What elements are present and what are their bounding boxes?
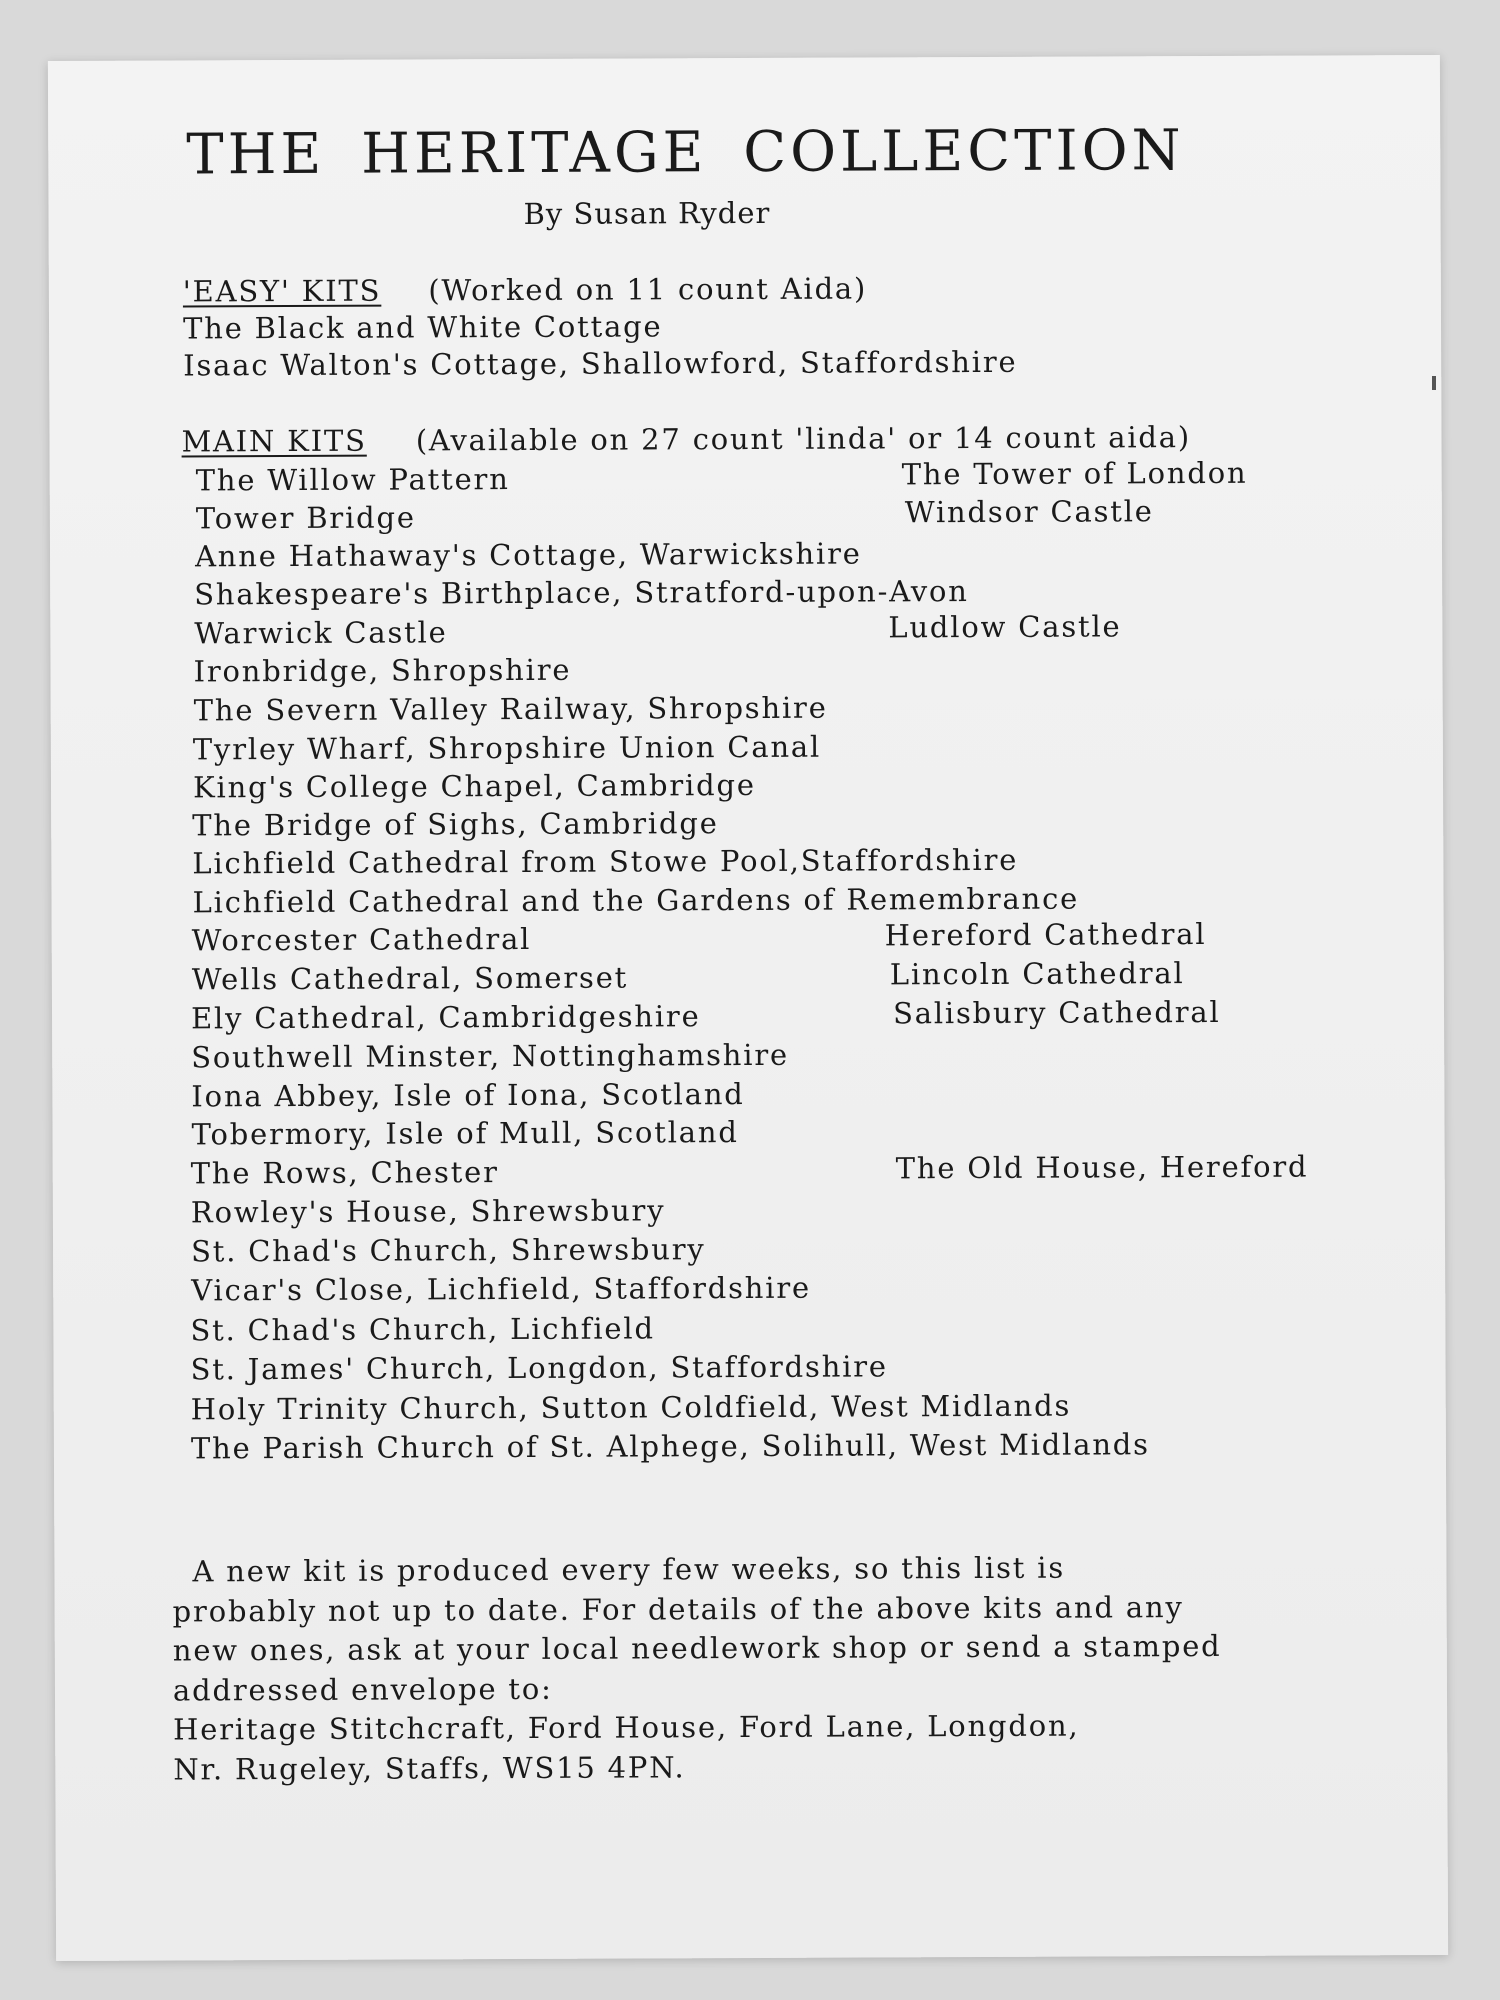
main-kit-item-right: Salisbury Cathedral — [892, 994, 1221, 1031]
main-kit-item: Tyrley Wharf, Shropshire Union Canal — [192, 729, 822, 767]
main-kit-item: The Bridge of Sighs, Cambridge — [192, 806, 719, 843]
main-kit-item: Warwick Castle — [194, 615, 448, 651]
main-kit-item: Rowley's House, Shrewsbury — [190, 1193, 666, 1230]
main-kit-item: King's College Chapel, Cambridge — [192, 767, 756, 805]
note-line: A new kit is produced every few weeks, so this list is — [192, 1550, 1066, 1589]
main-kit-item: Shakespeare's Birthplace, Stratford-upon-Avon — [194, 574, 969, 612]
main-kit-item: The Severn Valley Railway, Shropshire — [193, 690, 828, 728]
main-kit-item: Tower Bridge — [195, 500, 416, 536]
main-kit-item-right: The Tower of London — [901, 455, 1248, 492]
paper-sheet — [48, 55, 1448, 1961]
document-title: THE HERITAGE COLLECTION — [186, 118, 1185, 188]
note-line: new ones, ask at your local needlework shop or send a stamped — [172, 1628, 1222, 1668]
note-line: probably not up to date. For details of the above kits and any — [172, 1589, 1184, 1629]
main-kit-item: The Rows, Chester — [190, 1155, 499, 1191]
address-line: Nr. Rugeley, Staffs, WS15 4PN. — [173, 1749, 686, 1787]
main-kit-item: Tobermory, Isle of Mull, Scotland — [191, 1115, 739, 1152]
main-kit-item: Holy Trinity Church, Sutton Coldfield, West Midlands — [190, 1388, 1072, 1427]
main-kit-item: Iona Abbey, Isle of Iona, Scotland — [191, 1077, 745, 1114]
main-kits-header — [181, 420, 1192, 459]
main-kit-item-right: Windsor Castle — [904, 494, 1154, 530]
main-kit-item: Vicar's Close, Lichfield, Staffordshire — [191, 1270, 811, 1308]
author-byline: By Susan Ryder — [523, 195, 771, 231]
main-kit-item: The Parish Church of St. Alphege, Solihull, West Midlands — [190, 1427, 1150, 1466]
main-kit-item: Anne Hathaway's Cottage, Warwickshire — [194, 536, 862, 574]
main-kit-item: Wells Cathedral, Somerset — [191, 960, 629, 997]
main-kit-item: Southwell Minster, Nottinghamshire — [191, 1037, 790, 1075]
main-kit-item: St. James' Church, Longdon, Staffordshire — [190, 1349, 888, 1387]
main-kit-item-right: Lincoln Cathedral — [889, 956, 1185, 992]
main-kit-item: Lichfield Cathedral from Stowe Pool,Staffordshire — [192, 842, 1019, 881]
main-kit-item: Worcester Cathedral — [191, 921, 532, 958]
main-kits-note: (Available on 27 count 'linda' or 14 count aida) — [415, 420, 1192, 458]
main-kit-item: Ironbridge, Shropshire — [193, 652, 572, 689]
main-kits-heading: MAIN KITS — [181, 423, 367, 459]
note-line: addressed envelope to: — [172, 1671, 553, 1708]
easy-kits-heading: 'EASY' KITS — [182, 273, 382, 309]
main-kit-item: The Willow Pattern — [195, 462, 510, 498]
easy-kits-note: (Worked on 11 count Aida) — [428, 271, 868, 308]
address-line: Heritage Stitchcraft, Ford House, Ford Lane, Longdon, — [173, 1708, 1080, 1747]
easy-kits-header — [182, 271, 868, 309]
main-kit-item-right: Hereford Cathedral — [884, 916, 1207, 953]
main-kit-item: St. Chad's Church, Shrewsbury — [190, 1232, 706, 1269]
staple-mark — [1432, 376, 1436, 390]
main-kit-item: Ely Cathedral, Cambridgeshire — [190, 999, 701, 1036]
main-kit-item-right: The Old House, Hereford — [895, 1149, 1309, 1186]
main-kit-item: Lichfield Cathedral and the Gardens of Remembrance — [192, 881, 1080, 920]
main-kit-item: St. Chad's Church, Lichfield — [190, 1311, 655, 1348]
easy-kit-item: The Black and White Cottage — [182, 309, 663, 346]
easy-kit-item: Isaac Walton's Cottage, Shallowford, Staffordshire — [183, 344, 1018, 383]
main-kit-item-right: Ludlow Castle — [888, 609, 1122, 645]
ordering-note — [172, 1547, 1373, 1789]
document-content — [48, 55, 1448, 1961]
